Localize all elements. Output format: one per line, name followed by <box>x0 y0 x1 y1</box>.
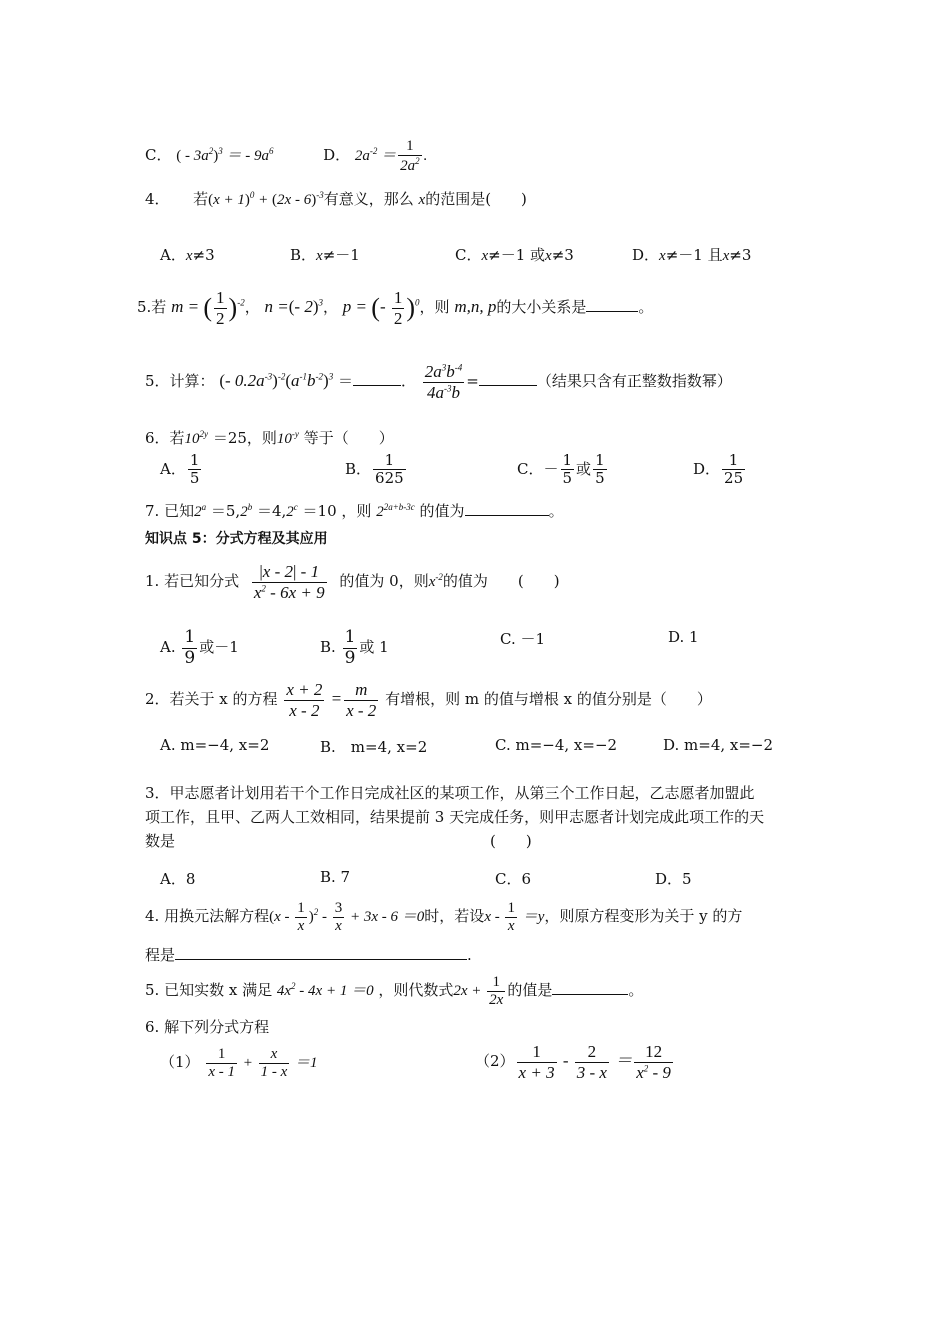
q6-option-b: B． $\frac{1}{625}$ <box>345 451 404 488</box>
s3-option-c: C．6 <box>495 870 532 888</box>
s1-option-a: A. $\frac{1}{9}$ 或－1 <box>160 627 239 668</box>
s3-line-3: 数是 <box>145 832 176 850</box>
s2-option-b: B. m=4, x=2 <box>320 738 428 756</box>
q5b-answer-blank-2[interactable] <box>479 385 537 386</box>
option-c-formula: ( - $3a^2)^3$ ＝ - $9a^6$ <box>176 146 274 165</box>
question-6: 6．若$10^{2y} =25$，则$10^{-y}$ 等于（ ） <box>145 429 394 447</box>
q4-option-a: A．x≠3 <box>160 246 215 264</box>
section-question-6: 6. 解下列分式方程 <box>145 1018 270 1036</box>
s2-option-a: A. m=−4, x=2 <box>160 736 270 754</box>
s2-option-d: D. m=4, x=−2 <box>663 736 774 754</box>
q5b-formula-1: (- $0.2a^{-3})^{-2}(a^{-1}b^{-2})^3$ <box>219 370 334 390</box>
s4-answer-blank[interactable] <box>175 959 467 960</box>
s3-paren: ( ) <box>490 832 532 850</box>
q6-option-c: C．－ $\frac{1}{5}$ 或 $\frac{1}{5}$ <box>517 451 605 488</box>
s3-option-d: D．5 <box>655 870 692 888</box>
options-row-c-d <box>145 138 427 176</box>
s1-fraction: $\frac{|x - 2| - 1}{x^2 - 6x + 9}$ <box>253 562 325 602</box>
q5a-n-formula: n =(- 2)$^3$ <box>264 296 323 316</box>
s3-option-a: A．8 <box>160 870 196 888</box>
section-question-5: 5. 已知实数 x 满足 $4x^2 - 4x + 1 =0$ ，则代数式2x + $\frac{1}{2x}$ 的值是 。 <box>145 974 644 1009</box>
s1-option-b: B. $\frac{1}{9}$ 或 1 <box>320 627 389 668</box>
q5b-answer-blank-1[interactable] <box>353 385 401 386</box>
s3-line-1: 3．甲志愿者计划用若干个工作日完成社区的某项工作，从第三个工作日起，乙志愿者加盟此 <box>145 784 755 802</box>
option-c-label: C． <box>145 146 172 165</box>
question-5a: 5.若 m = ( $\frac{1}{2}$ )$^{-2}$， n =(- 2)$^3$， p = (- $\frac{1}{2}$ )$^0$，则 m,n, p的大小关系是 。 <box>137 288 654 328</box>
section-question-4: 4. 用换元法解方程(x - $\frac{1}{x}$ )$^2$ - $\frac{3}{x}$ + 3x - 6 ＝0时，若设x - $\frac{1}{x}$ ＝y，则原方程变形为关于 y 的方 <box>145 900 743 935</box>
s5-answer-blank[interactable] <box>552 994 628 995</box>
question-5b: 5．计算： (- $0.2a^{-3})^{-2}(a^{-1}b^{-2})^3$ ＝ ． $\frac{2a^3b^{-4}}{4a^{-3}b}$ = （结果只含有正整数指数幂） <box>145 362 732 402</box>
option-d-label: D． <box>323 146 351 165</box>
question-4: 4． 若$(x + 1)^0 + (2x - 6)^{-3}$有意义，那么 x的范围是( ) <box>145 190 527 208</box>
q4-formula: $(x + 1)^0 + (2x - 6)^{-3}$ <box>208 190 324 208</box>
s4-equation: (x - $\frac{1}{x}$ )$^2$ - $\frac{3}{x}$ + 3x - 6 ＝0 <box>269 900 425 935</box>
section-title: 知识点 5：分式方程及其应用 <box>145 531 328 547</box>
q5a-m-formula: m = ( $\frac{1}{2}$ )$^{-2}$ <box>171 288 245 328</box>
q7-answer-blank[interactable] <box>465 515 549 516</box>
q6-option-d: D． $\frac{1}{25}$ <box>693 451 744 488</box>
question-7: 7. 已知$2^a =5,2^b =4,2^c =10$ ，则 $2^{2a+b-3c}$ 的值为 。 <box>145 502 564 520</box>
q6-option-a: A． $\frac{1}{5}$ <box>160 451 200 488</box>
section-question-2: 2．若关于 x 的方程 $\frac{x + 2}{x - 2}$ = $\frac{m}{x - 2}$ 有增根，则 m 的值与增根 x 的值分别是（ ） <box>145 680 712 720</box>
option-d-formula: $2a^{-2}$ ＝ $\frac{1}{2a^2}$ . <box>354 138 428 175</box>
s3-line-2: 项工作，且甲、乙两人工效相同，结果提前 3 天完成任务，则甲志愿者计划完成此项工作的天 <box>145 808 765 826</box>
q5a-p-formula: p = (- $\frac{1}{2}$ )$^0$ <box>342 288 420 328</box>
q5b-formula-2: $\frac{2a^3b^{-4}}{4a^{-3}b}$ <box>424 362 463 402</box>
s4-line-2: 程是 . <box>145 946 472 964</box>
s2-option-c: C. m=−4, x=−2 <box>495 736 618 754</box>
section-question-1: 1. 若已知分式 $\frac{|x - 2| - 1}{x^2 - 6x + 9}$ 的值为 0，则$x^{-2}$的值为 ( ) <box>145 562 560 602</box>
s6-problem-2: （2） $\frac{1}{x + 3}$ - $\frac{2}{3 - x}$ ＝ $\frac{12}{x^2 - 9}$ <box>475 1042 671 1082</box>
q4-option-c: C．x≠－1 或x≠3 <box>455 246 574 264</box>
q5a-answer-blank[interactable] <box>586 311 638 312</box>
q4-option-d: D．x≠－1 且x≠3 <box>632 246 752 264</box>
q4-option-b: B．x≠－1 <box>290 246 360 264</box>
s3-option-b: B. 7 <box>320 868 351 886</box>
s1-option-d: D. 1 <box>668 628 699 646</box>
s2-equation: $\frac{x + 2}{x - 2}$ = $\frac{m}{x - 2}$ <box>286 680 377 720</box>
s1-option-c: C. －1 <box>500 630 546 648</box>
s6-problem-1: （1） $\frac{1}{x - 1}$ + $\frac{x}{1 - x}$ ＝1 <box>160 1046 318 1081</box>
